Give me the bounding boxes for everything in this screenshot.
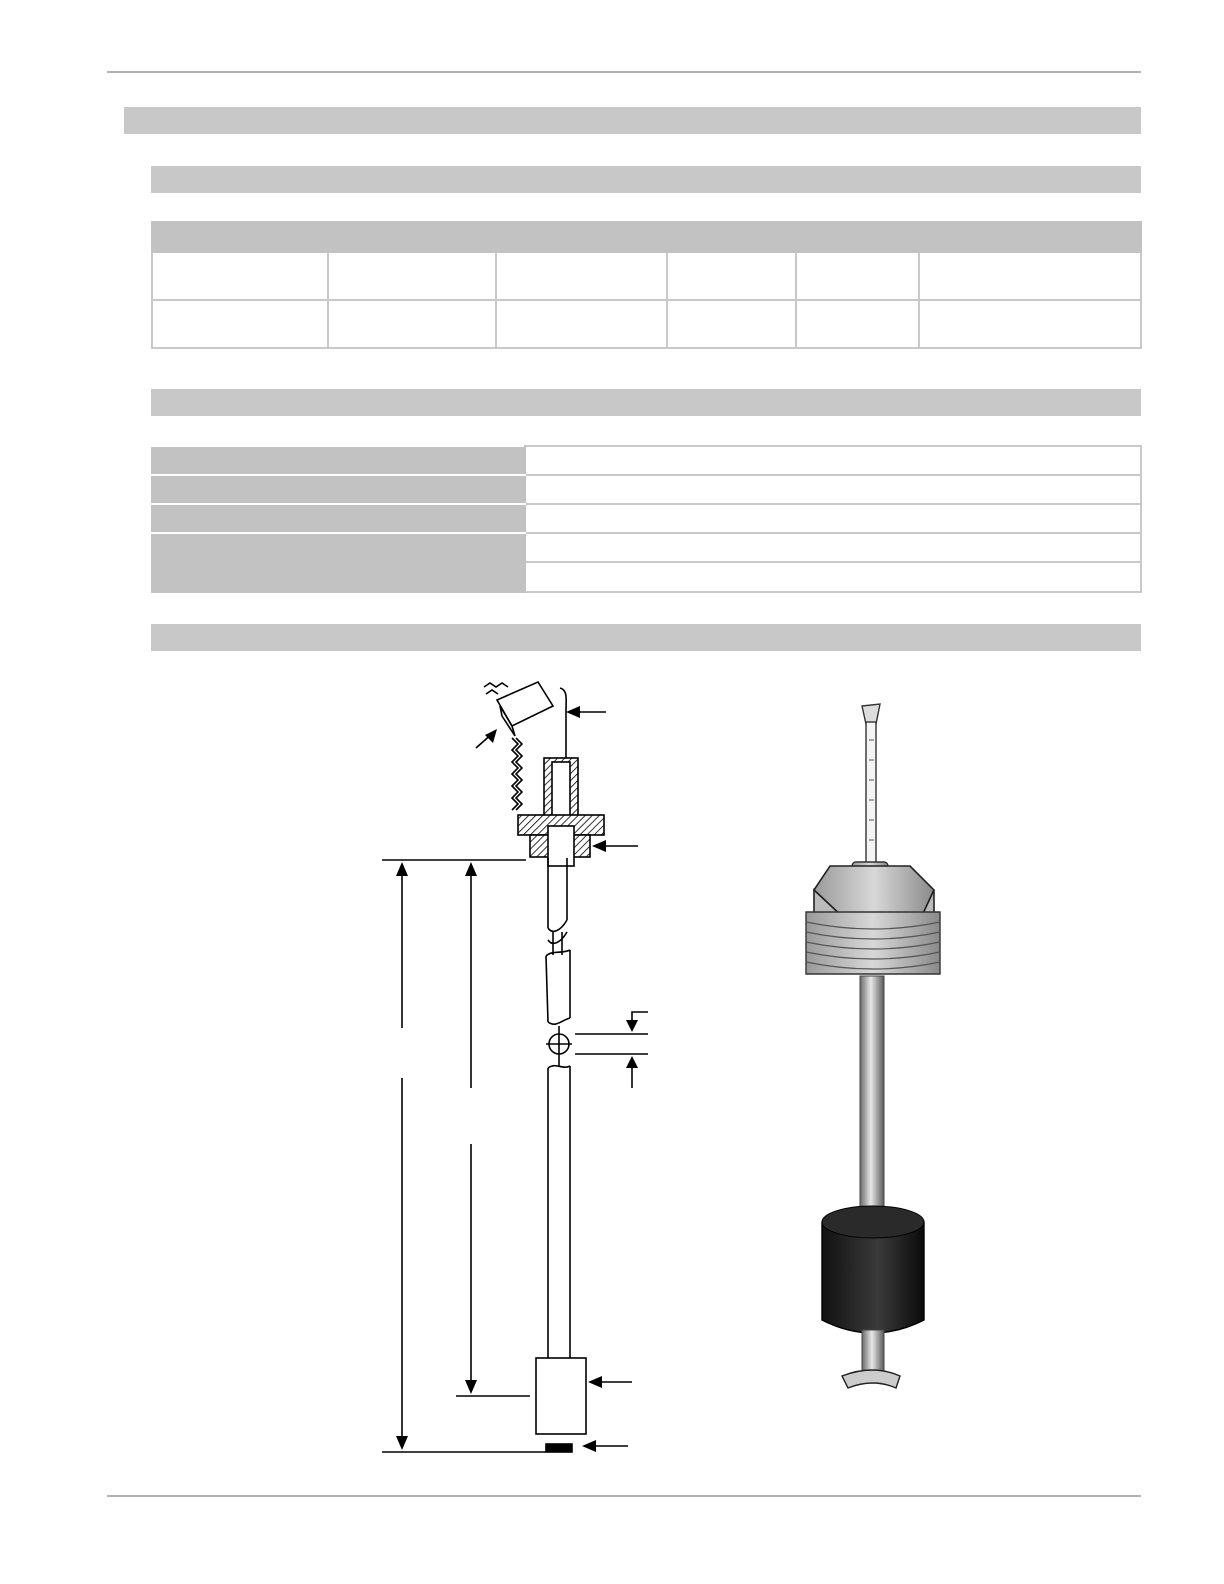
table-cell <box>919 300 1141 348</box>
table-cell <box>667 300 796 348</box>
model-table-header <box>152 222 1141 252</box>
table-cell <box>328 252 496 300</box>
section-header <box>124 107 1141 134</box>
spec-label <box>152 533 525 592</box>
spec-table <box>151 445 1142 593</box>
table-cell <box>496 252 667 300</box>
table-cell <box>152 300 328 348</box>
subsection-header-2 <box>151 389 1141 416</box>
footer-rule <box>107 1495 1141 1497</box>
subsection-header-1 <box>151 166 1141 193</box>
spec-value <box>525 504 1141 533</box>
subsection-header-3 <box>151 624 1141 651</box>
table-cell <box>328 300 496 348</box>
spec-value <box>525 475 1141 504</box>
spec-value <box>525 562 1141 592</box>
float-switch-drawing-icon <box>370 670 670 1470</box>
table-row <box>152 446 1141 475</box>
spec-label <box>152 475 525 504</box>
table-row <box>152 475 1141 504</box>
model-table <box>151 221 1142 349</box>
spec-value <box>525 533 1141 562</box>
table-cell <box>796 252 919 300</box>
table-row <box>152 533 1141 562</box>
dust-cap-icon <box>484 682 553 810</box>
spec-label <box>152 504 525 533</box>
table-cell <box>496 300 667 348</box>
spec-value <box>525 446 1141 475</box>
table-cell <box>667 252 796 300</box>
float-switch-rendering-icon <box>790 690 960 1400</box>
table-row <box>152 504 1141 533</box>
spec-label <box>152 446 525 475</box>
table-row <box>152 252 1141 300</box>
table-row <box>152 300 1141 348</box>
table-cell <box>796 300 919 348</box>
header-rule <box>107 71 1141 73</box>
table-cell <box>152 252 328 300</box>
table-cell <box>919 252 1141 300</box>
